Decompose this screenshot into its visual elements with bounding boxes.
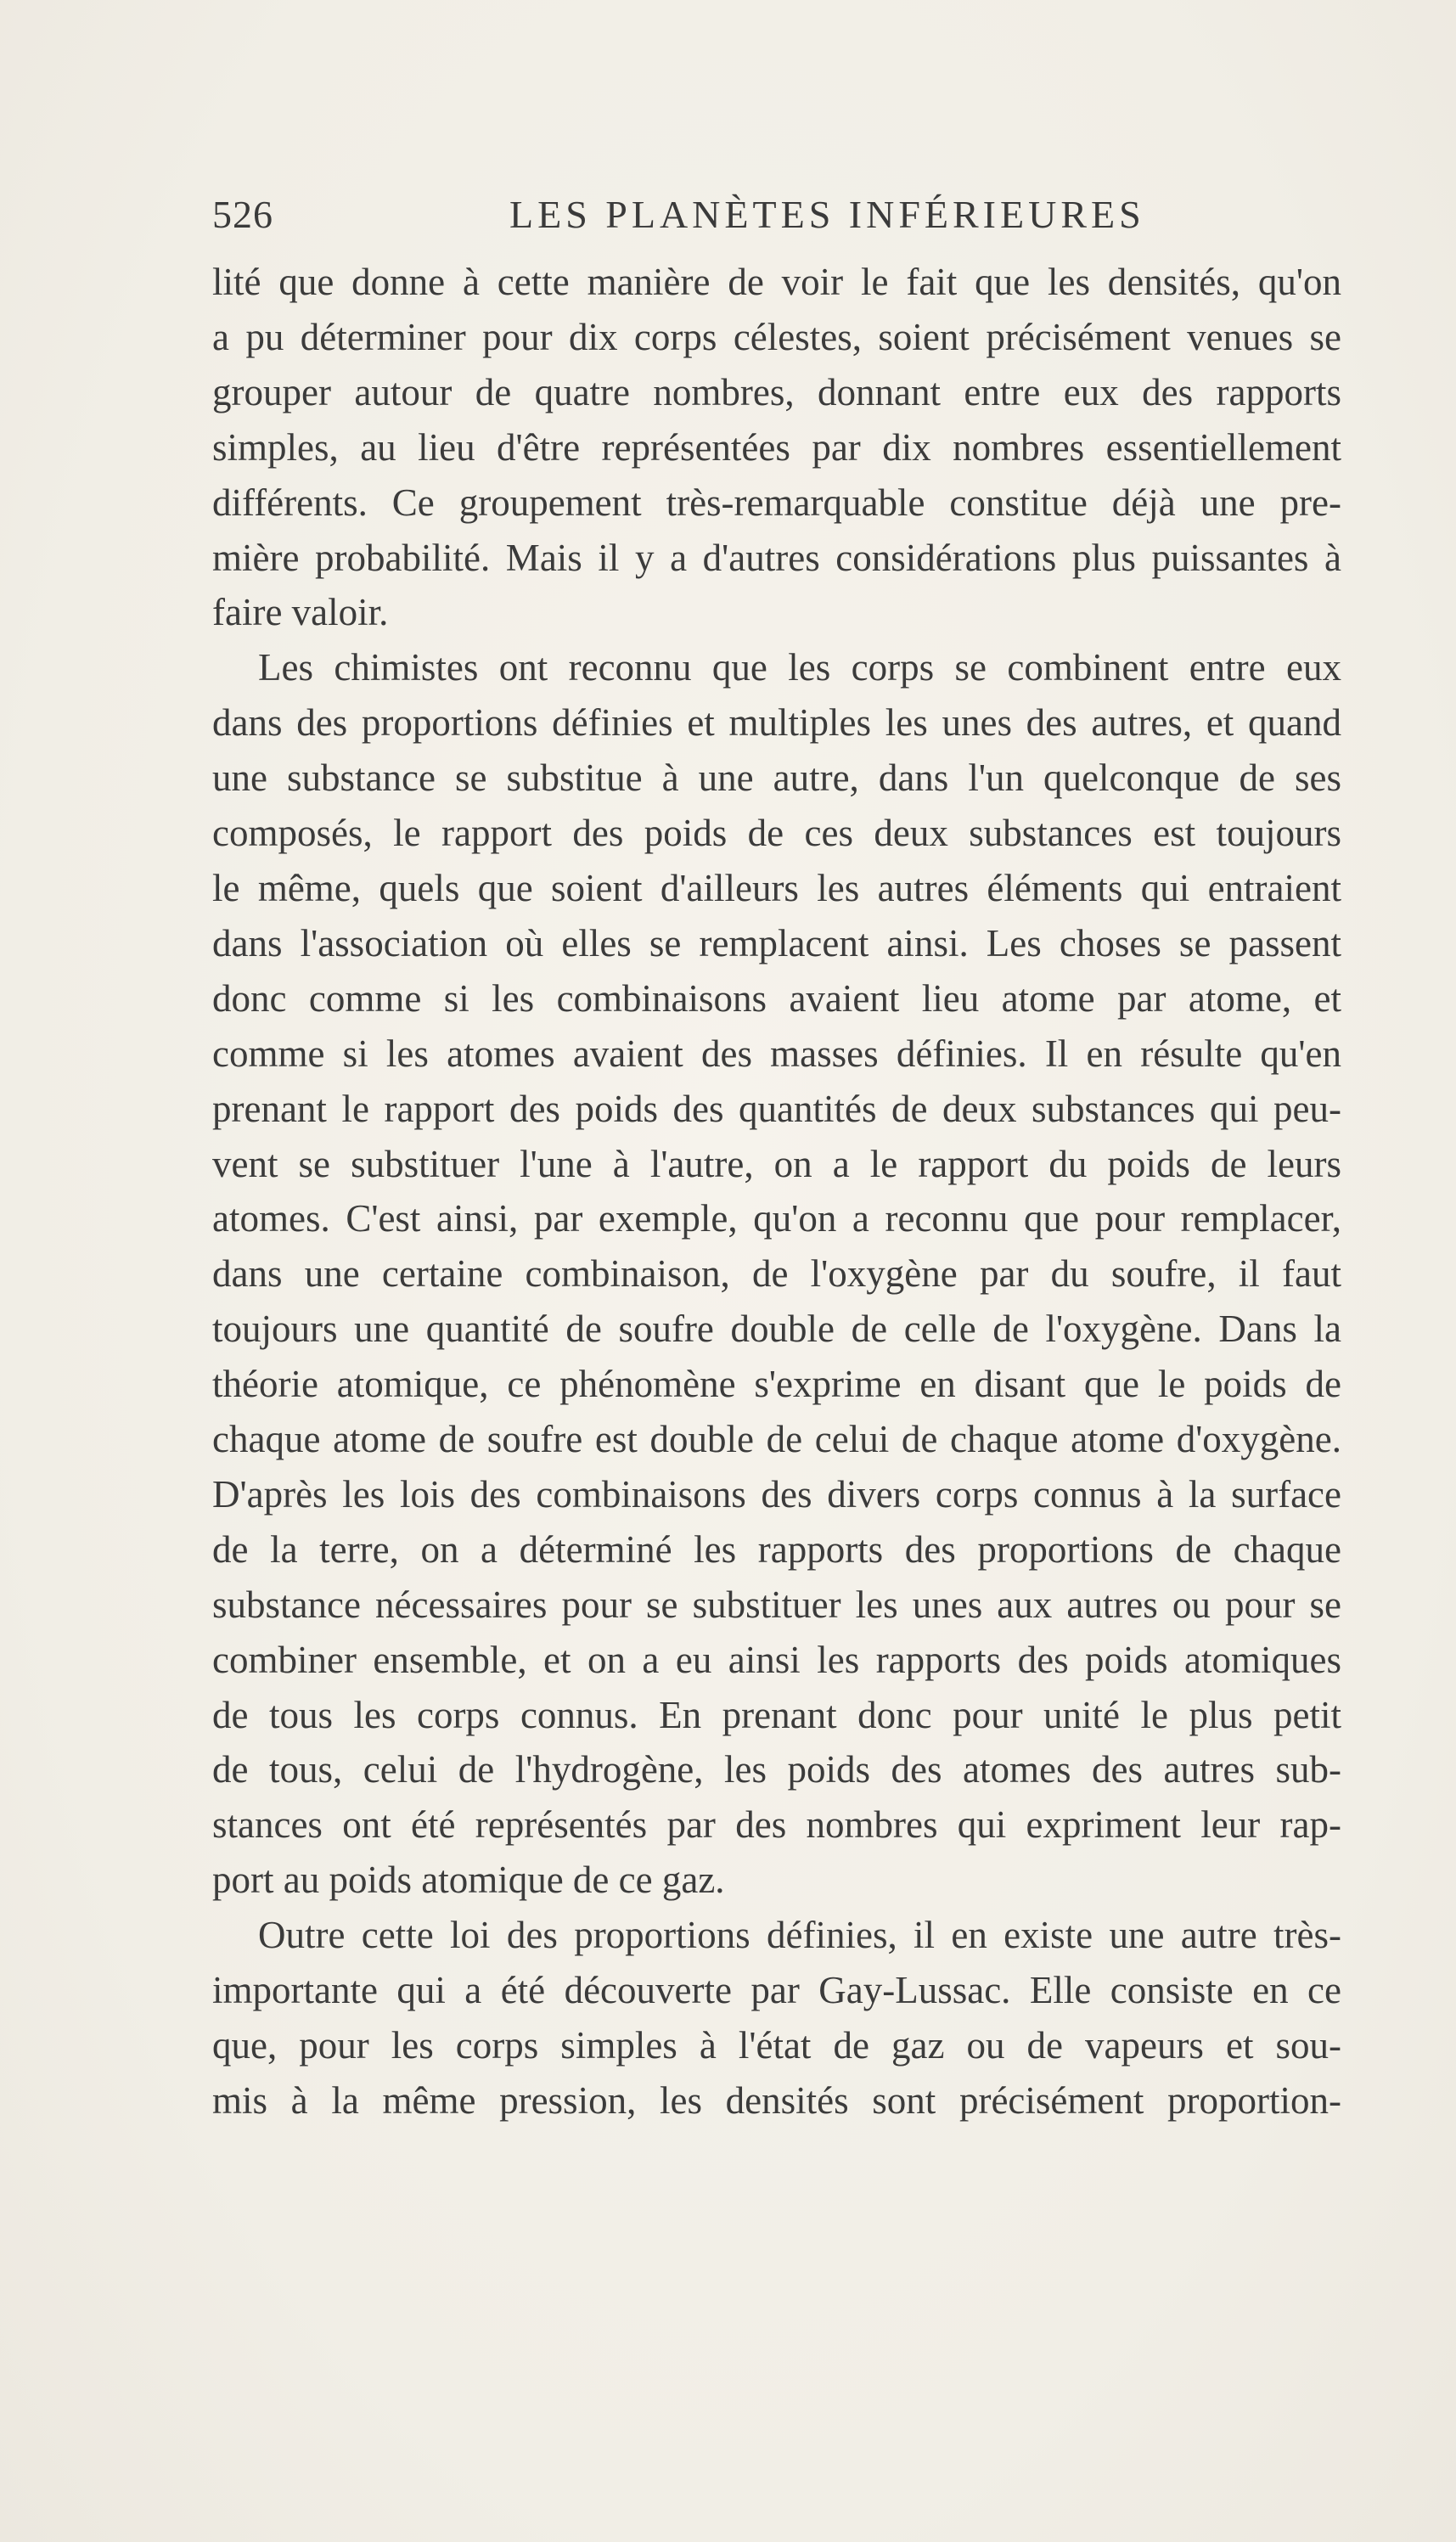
text-line: composés, le rapport des poids de ces deux substances est toujours: [212, 812, 1341, 855]
text-line: atomes. C'est ainsi, par exemple, qu'on a reconnu que pour remplacer,: [212, 1197, 1341, 1240]
text-line: dans des proportions définies et multiples les unes des autres, et quand: [212, 701, 1341, 745]
text-line: dans une certaine combinaison, de l'oxygène par du soufre, il faut: [212, 1252, 1341, 1296]
text-line: importante qui a été découverte par Gay-Lussac. Elle consiste en ce: [212, 1969, 1341, 2012]
text-line: simples, au lieu d'être représentées par dix nombres essentiellement: [212, 425, 1341, 469]
text-line: dans l'association où elles se remplacent ainsi. Les choses se passent: [212, 921, 1341, 964]
text-line: combiner ensemble, et on a eu ainsi les rapports des poids atomiques: [212, 1638, 1341, 1681]
text-line: faire valoir.: [212, 591, 389, 634]
text-line: de tous les corps connus. En prenant donc pour unité le plus petit: [212, 1693, 1341, 1736]
text-line: donc comme si les combinaisons avaient lieu atome par atome, et: [212, 976, 1341, 1020]
paragraph-2: [212, 640, 1341, 1908]
text-line: différents. Ce groupement très-remarquable constitue déjà une pre-: [212, 481, 1341, 524]
text-line: port au poids atomique de ce gaz.: [212, 1859, 725, 1902]
text-line: que, pour les corps simples à l'état de gaz ou de vapeurs et sou-: [212, 2024, 1341, 2067]
text-line: prenant le rapport des poids des quantités de deux substances qui peu-: [212, 1087, 1341, 1130]
text-line: une substance se substitue à une autre, dans l'un quelconque de ses: [212, 756, 1341, 800]
text-line: chaque atome de soufre est double de celui de chaque atome d'oxygène.: [212, 1418, 1341, 1461]
paragraph-3: [212, 1908, 1341, 2129]
text-line: Les chimistes ont reconnu que les corps se combinent entre eux: [258, 646, 1341, 689]
page-number: 526: [212, 193, 273, 236]
text-line: mis à la même pression, les densités sont précisément proportion-: [212, 2078, 1341, 2122]
text-line: de tous, celui de l'hydrogène, les poids des atomes des autres sub-: [212, 1748, 1341, 1791]
text-line: toujours une quantité de soufre double de celle de l'oxygène. Dans la: [212, 1308, 1341, 1351]
text-line: Outre cette loi des proportions définies, il en existe une autre très-: [258, 1914, 1341, 1957]
text-line: théorie atomique, ce phénomène s'exprime en disant que le poids de: [212, 1363, 1341, 1406]
text-line: D'après les lois des combinaisons des divers corps connus à la surface: [212, 1472, 1341, 1516]
text-line: vent se substituer l'une à l'autre, on a le rapport du poids de leurs: [212, 1142, 1341, 1185]
paragraph-1: [212, 255, 1341, 640]
running-head: [212, 192, 1341, 246]
text-line: substance nécessaires pour se substituer les unes aux autres ou pour se: [212, 1583, 1341, 1626]
text-line: mière probabilité. Mais il y a d'autres considérations plus puissantes à: [212, 536, 1341, 579]
text-line: stances ont été représentés par des nombres qui expriment leur rap-: [212, 1803, 1341, 1847]
body-text: [212, 255, 1341, 2129]
running-title: LES PLANÈTES INFÉRIEURES: [509, 193, 1145, 236]
text-line: comme si les atomes avaient des masses définies. Il en résulte qu'en: [212, 1032, 1341, 1075]
text-line: lité que donne à cette manière de voir le fait que les densités, qu'on: [212, 261, 1341, 303]
text-line: de la terre, on a déterminé les rapports des proportions de chaque: [212, 1527, 1341, 1571]
text-line: grouper autour de quatre nombres, donnant entre eux des rapports: [212, 370, 1341, 413]
text-line: a pu déterminer pour dix corps célestes, soient précisément venues se: [212, 315, 1341, 358]
text-line: le même, quels que soient d'ailleurs les autres éléments qui entraient: [212, 866, 1341, 909]
